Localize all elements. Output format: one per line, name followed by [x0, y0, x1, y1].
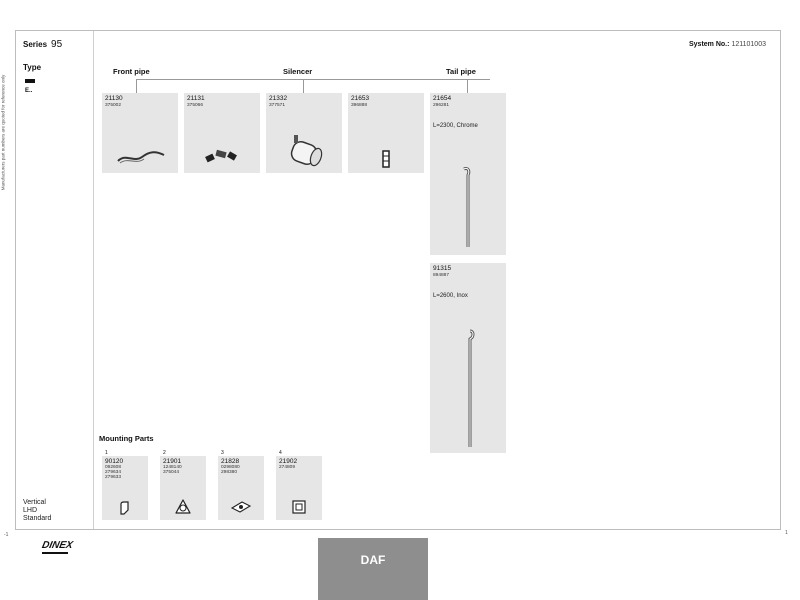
- item-index: 4: [279, 450, 282, 456]
- tail-pipe-icon: [458, 327, 478, 451]
- category-silencer: Silencer: [283, 67, 313, 76]
- type-code: E..: [25, 88, 33, 94]
- part-card-front-pipe-2[interactable]: [184, 93, 260, 173]
- oem-number: 279634: [105, 470, 122, 476]
- system-label: System No.:: [689, 41, 730, 48]
- oem-number-list: [221, 465, 240, 475]
- front-pipe-icon: [116, 145, 168, 167]
- dinex-logo: DINEX: [40, 540, 74, 551]
- page-mark-right: 1: [785, 530, 788, 536]
- disclaimer-vertical: [0, 30, 8, 250]
- disclaimer-text: Manufacturers part numbers are quoted for reference only: [0, 74, 6, 191]
- part-card-front-pipe-1[interactable]: [102, 93, 178, 173]
- logo-underline: [42, 552, 68, 554]
- oem-number: 396888: [351, 103, 368, 108]
- front-pipe-connector: [136, 79, 137, 93]
- oem-number: 894887: [433, 273, 450, 278]
- page-mark-left: -1: [4, 532, 9, 538]
- part-card-silencer[interactable]: [266, 93, 342, 173]
- config-drive: LHD: [23, 507, 38, 514]
- oem-number: 375044: [163, 470, 180, 476]
- part-number: 21902: [279, 458, 298, 465]
- item-index: 1: [105, 450, 108, 456]
- system-value: 121101003: [731, 41, 766, 48]
- item-index: 2: [163, 450, 166, 456]
- part-number: 21653: [351, 95, 370, 102]
- oem-number: 377571: [269, 103, 286, 108]
- oem-number: 092608: [105, 465, 122, 470]
- part-description: L=2600, Inox: [433, 293, 468, 299]
- oem-number: 274809: [279, 465, 296, 470]
- type-label: Type: [23, 63, 42, 72]
- configuration-list: [23, 499, 51, 523]
- part-number: 21654: [433, 95, 452, 102]
- config-variant: Standard: [23, 515, 52, 522]
- mounting-part-2[interactable]: [160, 450, 206, 520]
- series-value: 95: [51, 39, 63, 50]
- mounting-part-box: [160, 456, 206, 520]
- brand-tab: DAF: [318, 538, 428, 600]
- part-number: 21131: [187, 95, 205, 102]
- flange-icon: [291, 499, 307, 515]
- series-heading: [23, 39, 62, 50]
- clamp-icon: [380, 149, 392, 169]
- part-number: 21332: [269, 95, 288, 102]
- part-card-tail-pipe-chrome[interactable]: [430, 93, 506, 255]
- part-card-silencer-clamp[interactable]: [348, 93, 424, 173]
- mounting-parts-title: Mounting Parts: [99, 434, 154, 443]
- part-number: 90120: [105, 458, 124, 465]
- oem-number: 375066: [187, 103, 204, 108]
- clamp-plate-icon: [230, 498, 252, 514]
- mounting-part-1[interactable]: [102, 450, 148, 520]
- oem-number: 375002: [105, 103, 122, 108]
- tail-pipe-connector: [467, 79, 468, 93]
- part-card-tail-pipe-inox[interactable]: [430, 263, 506, 453]
- bracket-icon: [118, 500, 132, 516]
- oem-number: 279633: [105, 475, 122, 481]
- oem-number: 1248140: [163, 465, 182, 470]
- series-label: Series: [23, 40, 48, 49]
- category-front-pipe: Front pipe: [113, 67, 150, 76]
- mounting-part-4[interactable]: [276, 450, 322, 520]
- flex-pipe-icon: [202, 143, 242, 167]
- category-tail-pipe: Tail pipe: [446, 67, 476, 76]
- oem-number-list: [105, 465, 121, 481]
- oem-number-list: [163, 465, 182, 475]
- oem-number-list: [279, 465, 295, 470]
- mounting-part-box: [218, 456, 264, 520]
- category-connector-line: [136, 79, 490, 80]
- mounting-part-box: [276, 456, 322, 520]
- part-description: L=2300, Chrome: [433, 123, 478, 129]
- item-index: 3: [221, 450, 224, 456]
- part-number: 21828: [221, 458, 240, 465]
- silencer-connector: [303, 79, 304, 93]
- part-number: 21901: [163, 458, 182, 465]
- oem-number: 0298080: [221, 465, 240, 470]
- mounting-part-box: [102, 456, 148, 520]
- gasket-icon: [174, 498, 192, 516]
- mounting-part-3[interactable]: [218, 450, 264, 520]
- config-orientation: Vertical: [23, 499, 46, 506]
- system-number: [689, 41, 766, 48]
- tail-pipe-icon: [456, 165, 476, 251]
- sidebar-divider: [93, 31, 94, 529]
- part-number: 91315: [433, 265, 452, 272]
- oem-number: 298380: [221, 470, 238, 476]
- truck-type-icon: [25, 79, 35, 83]
- silencer-icon: [286, 131, 326, 171]
- oem-number: 296281: [433, 103, 450, 108]
- part-number: 21130: [105, 95, 123, 102]
